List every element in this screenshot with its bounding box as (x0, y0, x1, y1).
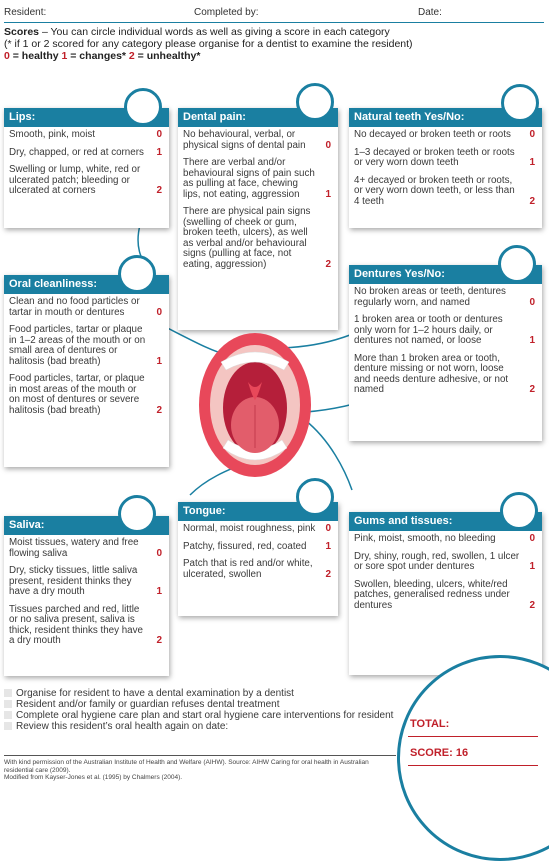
oral-cleanliness-option-2[interactable]: Food particles, tartar, or plaque in most areas of the mouth or on most of dentures or severe halitosis (bad breath) 2 (9, 373, 162, 416)
dental-pain-score-circle[interactable] (296, 83, 334, 121)
saliva-option-2[interactable]: Tissues parched and red, little or no saliva present, saliva is thick, resident thinks they have a dry mouth 2 (9, 603, 162, 646)
saliva-title: Saliva: (4, 516, 169, 535)
natural-teeth-card (349, 108, 542, 228)
lips-card (4, 108, 169, 228)
dentures-title: Dentures Yes/No: (349, 265, 542, 284)
lips-option-2[interactable]: Swelling or lump, white, red or ulcerated patch; bleeding or ulcerated at corners 2 (9, 164, 162, 196)
checkbox[interactable] (4, 722, 12, 730)
score-underline (408, 765, 538, 766)
dental-pain-card (178, 108, 338, 330)
lips-title: Lips: (4, 108, 169, 127)
gums-title: Gums and tissues: (349, 512, 542, 531)
dental-pain-option-0[interactable]: No behavioural, verbal, or physical signs of dental pain 0 (183, 129, 331, 151)
scores-label: Scores (4, 26, 40, 38)
action-dental-exam[interactable]: Organise for resident to have a dental examination by a dentist (4, 688, 396, 699)
checkbox[interactable] (4, 711, 12, 719)
dentures-option-2[interactable]: More than 1 broken area or tooth, denture missing or not worn, loose and needs denture adhesive, or not named 2 (354, 352, 535, 395)
tongue-score-circle[interactable] (296, 478, 334, 516)
tongue-option-0[interactable]: Normal, moist roughness, pink 0 (183, 523, 331, 534)
natural-teeth-option-2[interactable]: 4+ decayed or broken teeth or roots, or very worn down teeth, or less than 4 teeth 2 (354, 174, 535, 207)
lips-option-1[interactable]: Dry, chapped, or red at corners 1 (9, 146, 162, 158)
natural-teeth-score-circle[interactable] (501, 84, 539, 122)
score-value: SCORE: 16 (410, 747, 469, 759)
natural-teeth-option-0[interactable]: No decayed or broken teeth or roots 0 (354, 129, 535, 140)
dentures-score-circle[interactable] (498, 245, 536, 283)
scores-instructions: Scores – You can circle individual words as well as giving a score in each category (* if 1 or 2 scored for any category please organise for a dentist to examine the resident) 0 = healthy 1 = changes* 2 = unhealthy* (4, 26, 544, 62)
action-care-plan[interactable]: Complete oral hygiene care plan and start oral hygiene care interventions for resident (4, 710, 396, 721)
footer-divider (4, 755, 396, 756)
gums-score-circle[interactable] (500, 492, 538, 530)
saliva-option-1[interactable]: Dry, sticky tissues, little saliva present, resident thinks they have a dry mouth 1 (9, 565, 162, 597)
oral-cleanliness-card (4, 275, 169, 467)
score-legend: 0 = healthy 1 = changes* 2 = unhealthy* (4, 50, 201, 62)
natural-teeth-option-1[interactable]: 1–3 decayed or broken teeth or roots or very worn down teeth 1 (354, 146, 535, 168)
dental-pain-title: Dental pain: (178, 108, 338, 127)
lips-option-0[interactable]: Smooth, pink, moist 0 (9, 129, 162, 140)
gums-card (349, 512, 542, 675)
tongue-card (178, 502, 338, 616)
resident-field-label[interactable]: Resident: (4, 7, 47, 18)
oral-cleanliness-option-0[interactable]: Clean and no food particles or tartar in mouth or dentures 0 (9, 296, 162, 318)
gums-option-0[interactable]: Pink, moist, smooth, no bleeding 0 (354, 533, 535, 544)
dental-pain-option-2[interactable]: There are physical pain signs (swelling of cheek or gum, broken teeth, ulcers), as well as verbal and/or behavioural signs (pulling at face, not eating, aggression) 2 (183, 206, 331, 270)
saliva-card (4, 516, 169, 676)
action-refuses-treatment[interactable]: Resident and/or family or guardian refuses dental treatment (4, 699, 396, 710)
tongue-title: Tongue: (178, 502, 338, 521)
oral-cleanliness-score-circle[interactable] (118, 255, 156, 293)
action-checklist (4, 688, 396, 732)
lips-score-circle[interactable] (124, 88, 162, 126)
saliva-option-0[interactable]: Moist tissues, watery and free flowing saliva 0 (9, 537, 162, 559)
total-label: TOTAL: (410, 718, 450, 730)
checkbox[interactable] (4, 689, 12, 697)
dentures-card (349, 265, 542, 441)
checkbox[interactable] (4, 700, 12, 708)
gums-option-1[interactable]: Dry, shiny, rough, red, swollen, 1 ulcer or sore spot under dentures 1 (354, 550, 535, 572)
credits: With kind permission of the Australian Institute of Health and Welfare (AIHW). Source: AIHW Caring for oral health in Australian residential care (2009). Modified from Kayser-Jones et al. (1995) by Chalmers (2004). (4, 759, 369, 781)
dental-pain-option-1[interactable]: There are verbal and/or behavioural signs of pain such as pulling at face, chewing lips, not eating, aggression 1 (183, 157, 331, 200)
completed-by-field-label[interactable]: Completed by: (194, 7, 259, 18)
gums-option-2[interactable]: Swollen, bleeding, ulcers, white/red patches, generalised redness under dentures 2 (354, 578, 535, 611)
oral-cleanliness-title: Oral cleanliness: (4, 275, 169, 294)
natural-teeth-title: Natural teeth Yes/No: (349, 108, 542, 127)
saliva-score-circle[interactable] (118, 495, 156, 533)
mouth-illustration (196, 330, 314, 480)
date-field-label[interactable]: Date: (418, 7, 442, 18)
dentures-option-1[interactable]: 1 broken area or tooth or dentures only worn for 1–2 hours daily, or dentures not named, or loose 1 (354, 314, 535, 346)
dentures-option-0[interactable]: No broken areas or teeth, dentures regularly worn, and named 0 (354, 286, 535, 308)
tongue-option-2[interactable]: Patch that is red and/or white, ulcerated, swollen 2 (183, 558, 331, 580)
action-review-date[interactable]: Review this resident’s oral health again on date: (4, 721, 396, 732)
total-underline (408, 736, 538, 737)
tongue-option-1[interactable]: Patchy, fissured, red, coated 1 (183, 540, 331, 552)
oral-cleanliness-option-1[interactable]: Food particles, tartar or plaque in 1–2 areas of the mouth or on small area of dentures or halitosis (bad breath) 1 (9, 324, 162, 367)
